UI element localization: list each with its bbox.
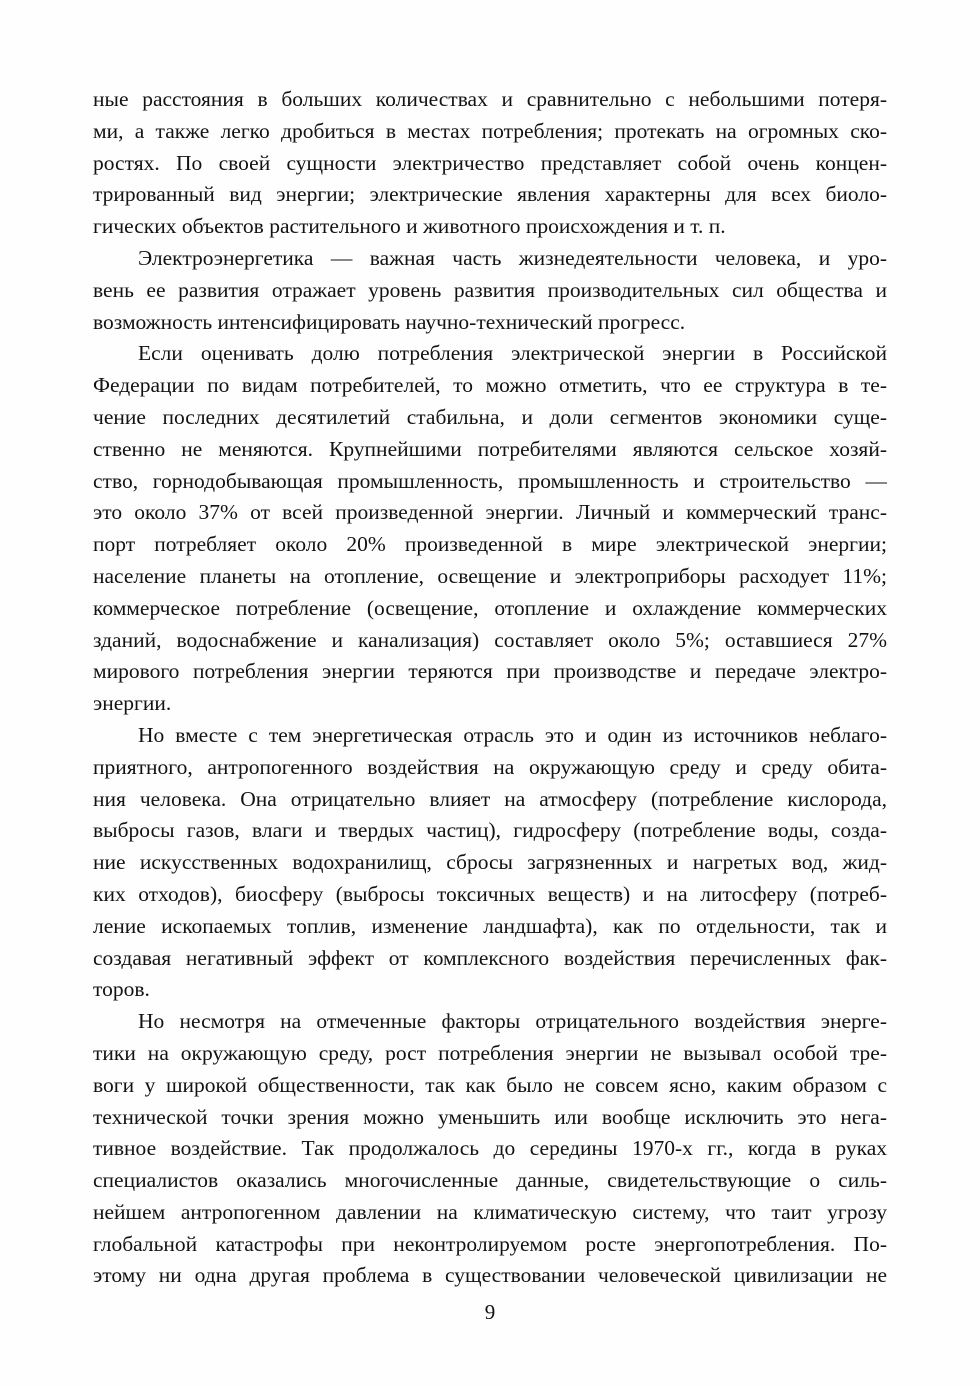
text-line: Электроэнергетика — важная часть жизнедеятельности человека, и уро- xyxy=(138,245,887,270)
text-line: трированный вид энергии; электрические явления характерны для всех биоло- xyxy=(93,182,887,207)
text-line: гических объектов растительного и животного происхождения и т. п. xyxy=(93,214,726,239)
text-line: ми, а также легко дробиться в местах потребления; протекать на огромных ско- xyxy=(93,118,887,143)
text-line: тивное воздействие. Так продолжалось до середины 1970-х гг., когда в руках xyxy=(93,1136,887,1161)
text-line: технической точки зрения можно уменьшить или вообще исключить это нега- xyxy=(93,1104,887,1129)
text-line: этому ни одна другая проблема в существовании человеческой цивилизации не xyxy=(93,1263,887,1288)
text-line: специалистов оказались многочисленные данные, свидетельствующие о силь- xyxy=(93,1168,887,1193)
text-line: ние искусственных водохранилищ, сбросы загрязненных и нагретых вод, жид- xyxy=(93,850,887,875)
text-line: приятного, антропогенного воздействия на окружающую среду и среду обита- xyxy=(93,754,887,779)
text-line: Если оценивать долю потребления электрической энергии в Российской xyxy=(138,341,887,366)
text-line: ные расстояния в больших количествах и сравнительно с небольшими потеря- xyxy=(93,87,887,111)
text-line: зданий, водоснабжение и канализация) составляет около 5%; оставшиеся 27% xyxy=(93,627,887,652)
text-line: это около 37% от всей произведенной энергии. Личный и коммерческий транс- xyxy=(93,500,887,525)
text-line: чение последних десятилетий стабильна, и доли сегментов экономики суще- xyxy=(93,404,887,429)
text-line: ростях. По своей сущности электричество представляет собой очень концен- xyxy=(93,150,887,175)
text-line: ких отходов), биосферу (выбросы токсичных веществ) и на литосферу (потреб- xyxy=(93,881,887,906)
text-line: коммерческое потребление (освещение, отопление и охлаждение коммерческих xyxy=(93,595,887,620)
text-line: ление ископаемых топлив, изменение ландшафта), как по отдельности, так и xyxy=(93,913,887,938)
text-line: торов. xyxy=(93,977,150,1002)
text-line: выбросы газов, влаги и твердых частиц), гидросферу (потребление воды, созда- xyxy=(93,818,887,843)
text-line: Федерации по видам потребителей, то можно отметить, что ее структура в те- xyxy=(93,373,887,398)
text-block xyxy=(93,84,887,1292)
text-line: население планеты на отопление, освещение и электроприборы расходует 11%; xyxy=(93,563,887,588)
paragraph xyxy=(93,338,887,720)
text-line: ния человека. Она отрицательно влияет на атмосферу (потребление кислорода, xyxy=(93,786,887,811)
paragraph xyxy=(93,243,887,338)
paragraph xyxy=(93,720,887,1006)
paragraph xyxy=(93,1006,887,1292)
text-line: вень ее развития отражает уровень развития производительных сил общества и xyxy=(93,277,887,302)
text-line: тики на окружающую среду, рост потребления энергии не вызывал особой тре- xyxy=(93,1040,887,1065)
text-line: порт потребляет около 20% произведенной в мире электрической энергии; xyxy=(93,532,887,557)
text-line: воги у широкой общественности, так как было не совсем ясно, каким образом с xyxy=(93,1072,887,1097)
text-line: возможность интенсифицировать научно-технический прогресс. xyxy=(93,309,686,334)
text-line: глобальной катастрофы при неконтролируемом росте энергопотребления. По- xyxy=(93,1231,887,1256)
text-line: энергии. xyxy=(93,691,172,716)
text-line: Но несмотря на отмеченные факторы отрицательного воздействия энерге- xyxy=(138,1009,887,1034)
text-line: Но вместе с тем энергетическая отрасль это и один из источников неблаго- xyxy=(138,722,887,747)
text-line: ственно не меняются. Крупнейшими потребителями являются сельское хозяй- xyxy=(93,436,887,461)
paragraph xyxy=(93,84,887,243)
text-line: создавая негативный эффект от комплексного воздействия перечисленных фак- xyxy=(93,945,887,970)
text-line: ство, горнодобывающая промышленность, промышленность и строительство — xyxy=(93,468,887,493)
page-number: 9 xyxy=(484,1300,496,1324)
text-line: мирового потребления энергии теряются при производстве и передаче электро- xyxy=(93,659,887,684)
text-line: нейшем антропогенном давлении на климатическую систему, что таит угрозу xyxy=(93,1199,887,1224)
